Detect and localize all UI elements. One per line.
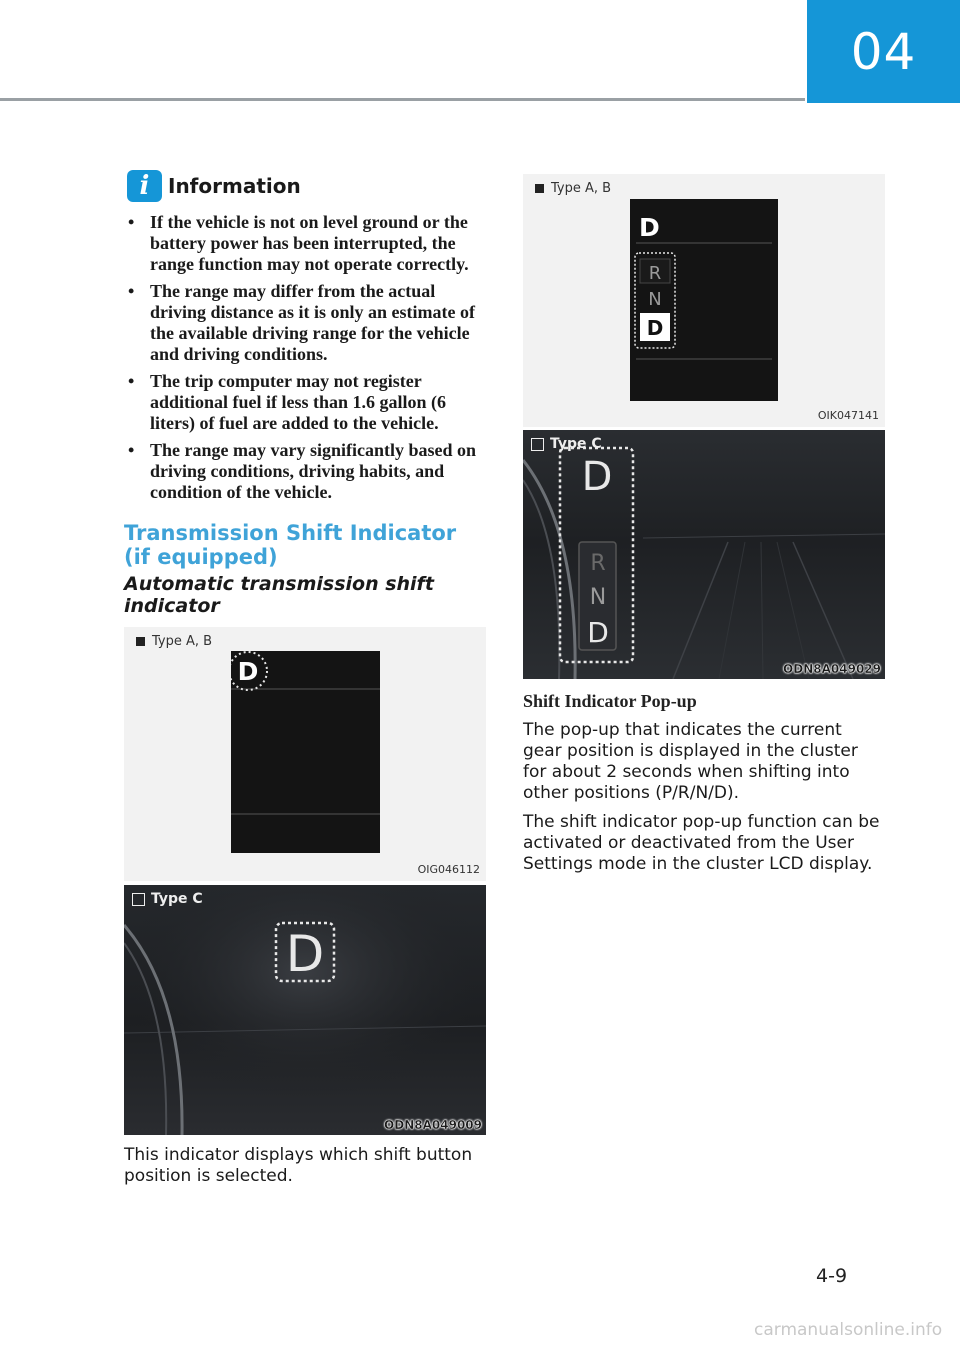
popup-paragraph-2: The shift indicator pop-up function can be activated or deactivated from the User Settings mode in the cluster LCD display. xyxy=(523,812,880,874)
information-item: • If the vehicle is not on level ground or the battery power has been interrupted, the range function may not operate correctly. xyxy=(128,212,469,274)
information-title: Information xyxy=(168,174,301,198)
gear-d: D xyxy=(646,316,664,340)
cluster-display xyxy=(630,199,778,401)
information-item: • The trip computer may not register additional fuel if less than 1.6 gallon (6 liters) of fuel are added to the vehicle. xyxy=(128,371,447,433)
gear-r: R xyxy=(590,551,606,576)
figure-code: ODN8A049009 xyxy=(384,1118,482,1132)
chapter-number: 04 xyxy=(850,22,917,81)
gear-indicator: D xyxy=(639,213,660,242)
gear-r: R xyxy=(648,263,662,284)
figure-code: ODN8A049029 xyxy=(783,662,881,676)
figure-type-ab-right xyxy=(523,174,885,427)
gear-indicator: D xyxy=(285,925,325,983)
popup-heading: Shift Indicator Pop-up xyxy=(523,691,697,711)
chapter-tab xyxy=(807,0,960,103)
cluster-screen xyxy=(630,199,778,401)
figure-label: Type C xyxy=(531,436,602,452)
right-column xyxy=(523,174,885,883)
information-item: • The range may vary significantly based on driving conditions, driving habits, and condition of the vehicle. xyxy=(128,440,477,502)
figure-label: Type A, B xyxy=(136,634,212,649)
section-title: Transmission Shift Indicator (if equipped) xyxy=(124,521,457,569)
watermark: carmanualsonline.info xyxy=(754,1320,943,1340)
figure-type-ab-left xyxy=(124,627,486,881)
figure-code: OIG046112 xyxy=(417,863,480,876)
gear-d: D xyxy=(587,616,609,649)
figure-type-c-right xyxy=(523,430,885,679)
popup-paragraph-1: The pop-up that indicates the current gear position is displayed in the cluster for about 2 seconds when shifting into other positions (P/R/N/D). xyxy=(523,720,858,803)
figure-type-c-left xyxy=(124,885,486,1135)
cluster-type-c-graphic xyxy=(124,885,486,1135)
page-number: 4-9 xyxy=(816,1265,848,1287)
information-item: • The range may differ from the actual driving distance as it is only an estimate of the available driving range for the vehicle and driving conditions. xyxy=(128,281,476,364)
gear-n: N xyxy=(648,289,662,310)
gear-n: N xyxy=(589,585,607,610)
information-list xyxy=(124,212,486,503)
information-header xyxy=(127,170,486,202)
gear-indicator: D xyxy=(237,657,259,686)
figure-code: OIK047141 xyxy=(817,409,879,422)
section-subtitle: Automatic transmission shift indicator xyxy=(124,573,434,617)
gear-indicator: D xyxy=(581,454,613,500)
left-column xyxy=(124,170,486,1187)
header-rule xyxy=(0,98,805,101)
figure-label: Type A, B xyxy=(535,181,611,196)
cluster-display xyxy=(231,651,380,853)
cluster-type-c-graphic xyxy=(523,430,885,679)
cluster-screen xyxy=(231,651,380,853)
figure-label: Type C xyxy=(132,891,203,907)
figure-caption: This indicator displays which shift button position is selected. xyxy=(124,1145,473,1186)
info-icon: i xyxy=(127,170,162,202)
